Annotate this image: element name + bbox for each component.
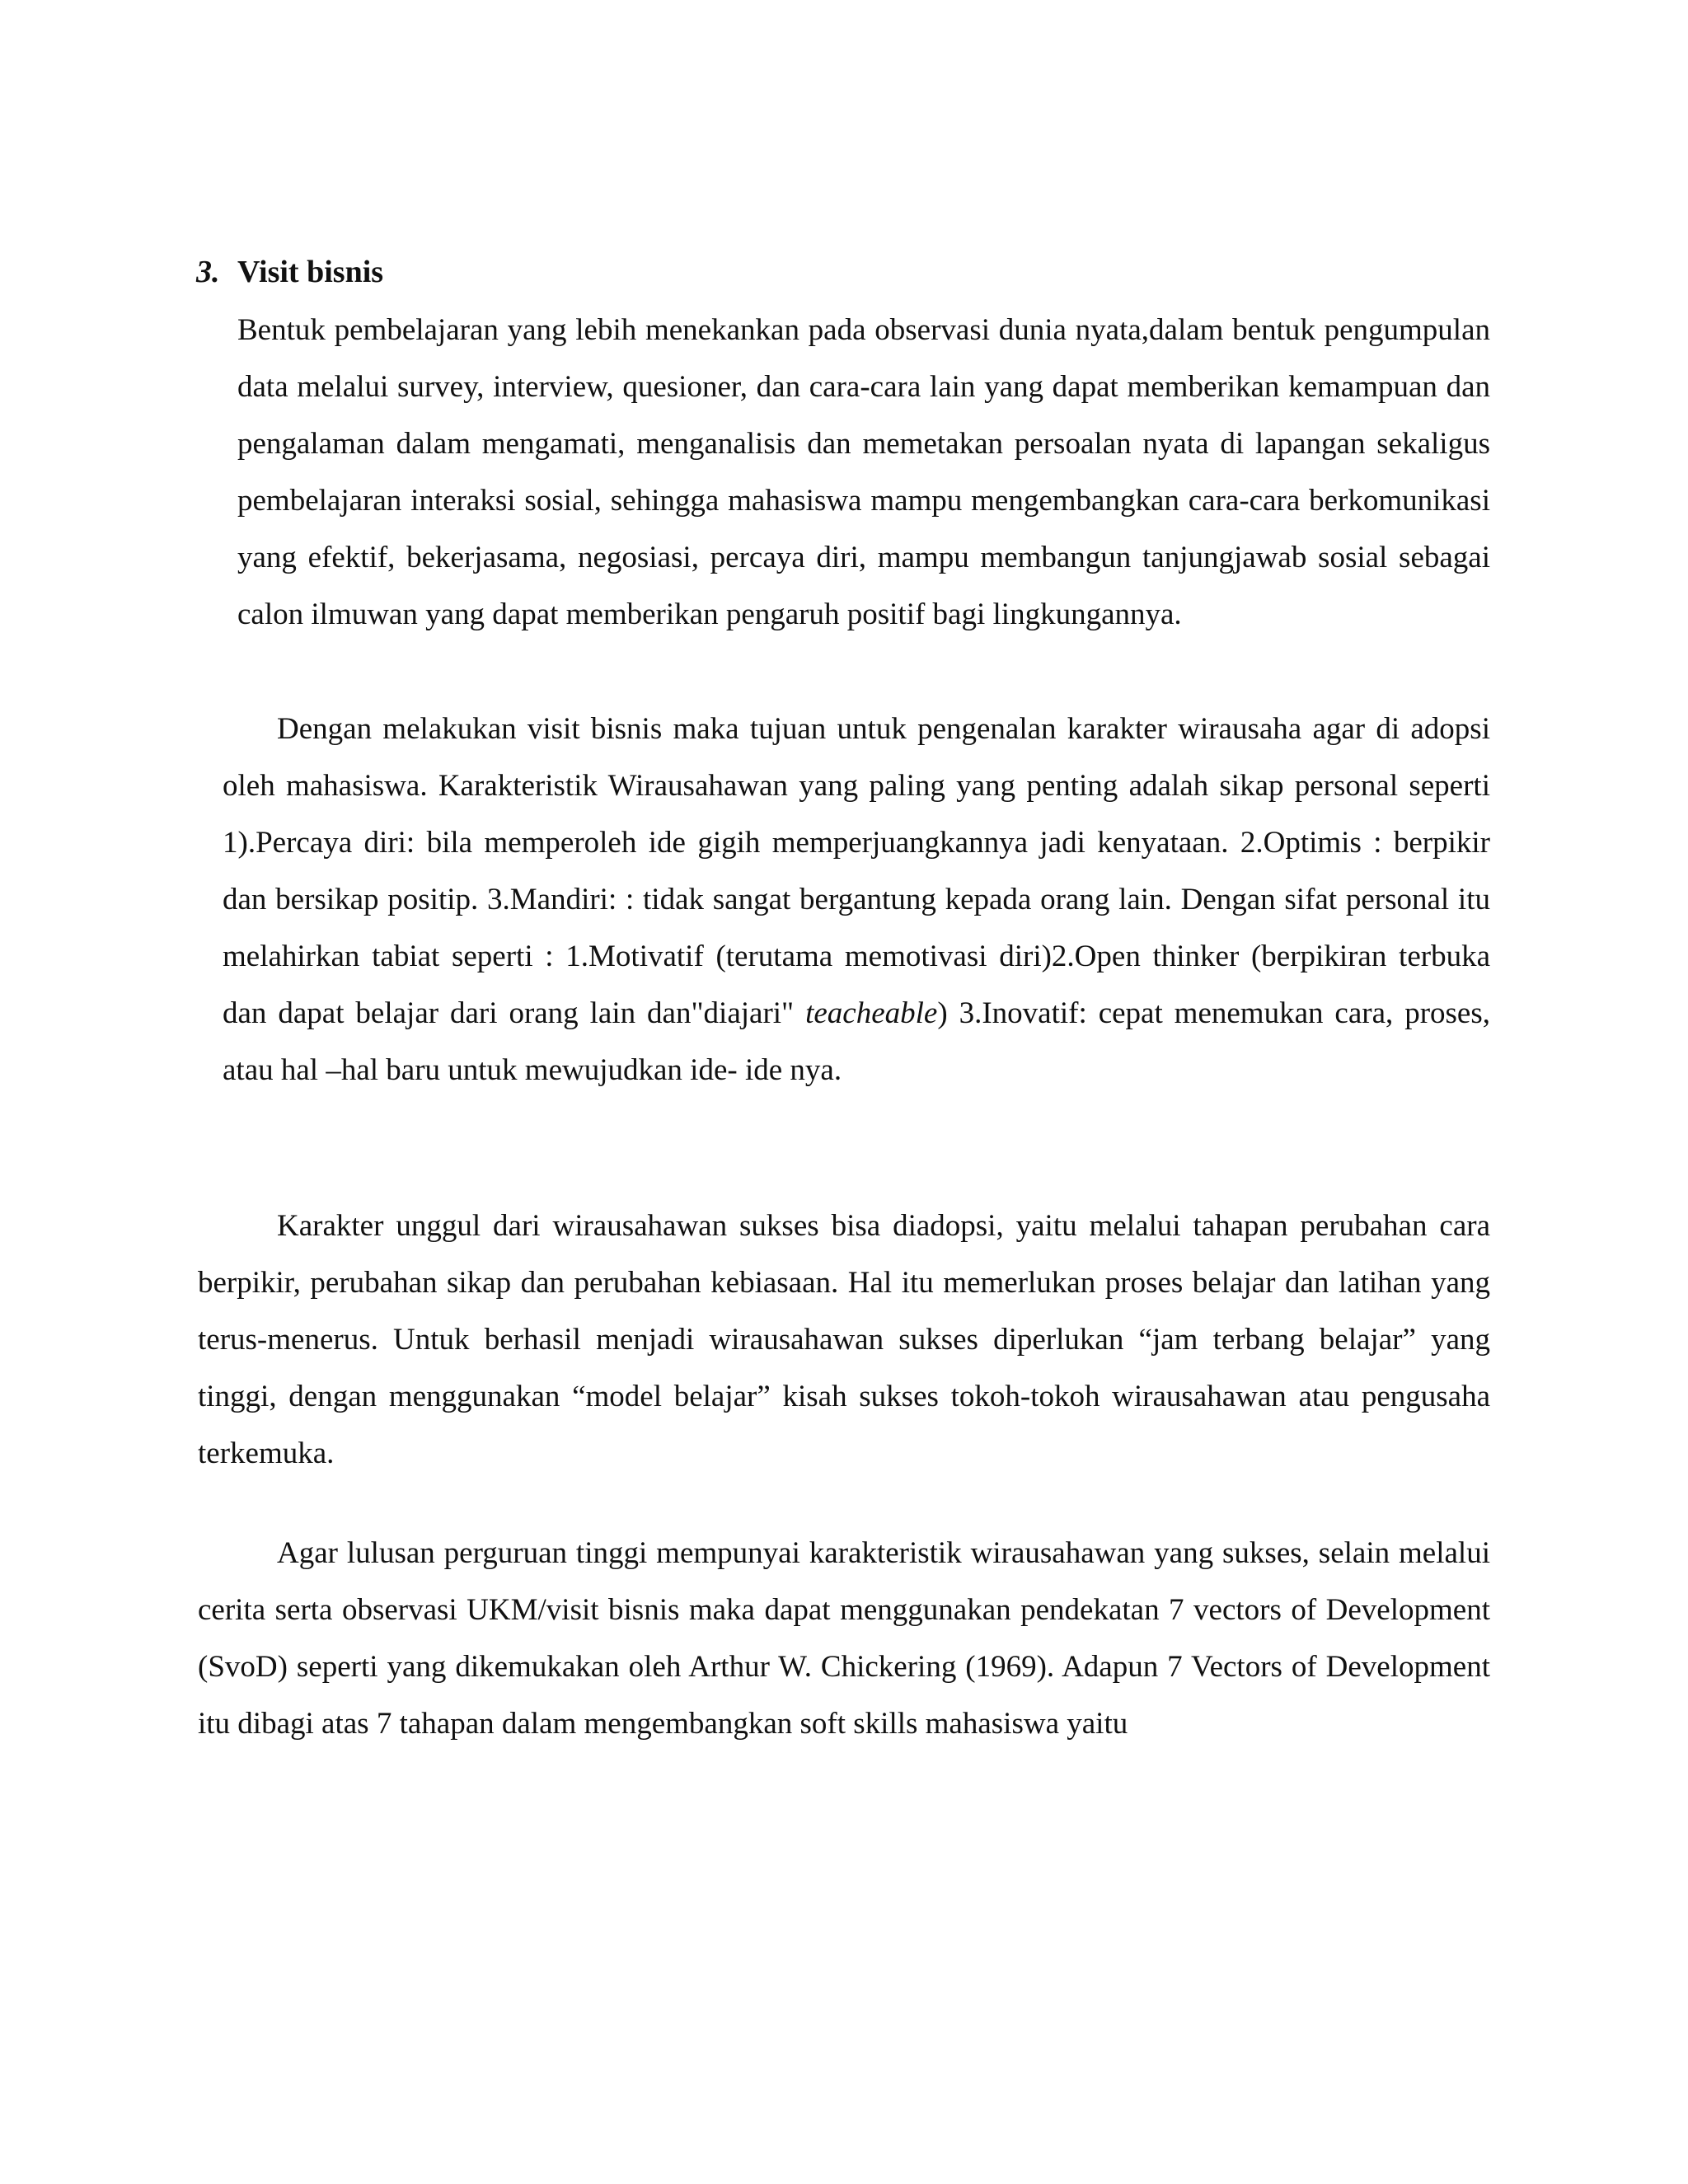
paragraph-seven-vectors: Agar lulusan perguruan tinggi mempunyai karakteristik wirausahawan yang sukses, selain melalui cerita serta observasi UKM/visit bisnis maka dapat menggunakan pendekatan 7 vectors of Development (SvoD) seperti yang dikemukakan oleh Arthur W. Chickering (1969). Adapun 7 Vectors of Development itu dibagi atas 7 tahapan dalam mengembangkan soft skills mahasiswa yaitu: [198, 1536, 1490, 1741]
section-heading: [196, 249, 383, 295]
section-title: Visit bisnis: [237, 255, 384, 289]
section-number: 3.: [196, 255, 220, 289]
paragraph-text: Dengan melakukan visit bisnis maka tujuan untuk pengenalan karakter wirausaha agar di adopsi oleh mahasiswa. Karakteristik Wirausahawan yang paling yang penting adalah sikap personal seperti 1).Percaya diri: bila memperoleh ide gigih memperjuangkannya jadi kenyataan. 2.Optimis : berpikir dan bersikap positip. 3.Mandiri: : tidak sangat bergantung kepada orang lain. Dengan sifat personal itu melahirkan tabiat seperti : 1.Motivatif (terutama memotivasi diri)2.Open thinker (berpikiran terbuka dan dapat belajar dari orang lain dan"diajari": [223, 712, 1490, 1030]
paragraph-karakter-wirausaha: [223, 701, 1490, 1099]
paragraph-visit-bisnis-definition: Bentuk pembelajaran yang lebih menekankan pada observasi dunia nyata,dalam bentuk pengumpulan data melalui survey, interview, quesioner, dan cara-cara lain yang dapat memberikan kemampuan dan pengalaman dalam mengamati, menganalisis dan memetakan persoalan nyata di lapangan sekaligus pembelajaran interaksi sosial, sehingga mahasiswa mampu mengembangkan cara-cara berkomunikasi yang efektif, bekerjasama, negosiasi, percaya diri, mampu membangun tanjungjawab sosial sebagai calon ilmuwan yang dapat memberikan pengaruh positif bagi lingkungannya.: [237, 313, 1490, 631]
italic-term: teacheable: [805, 996, 938, 1030]
paragraph-text: ) 3.Inovatif: cepat menemukan cara, proses, atau hal –hal baru untuk mewujudkan ide- ide nya.: [223, 996, 1490, 1087]
paragraph-karakter-unggul: Karakter unggul dari wirausahawan sukses bisa diadopsi, yaitu melalui tahapan perubahan cara berpikir, perubahan sikap dan perubahan kebiasaan. Hal itu memerlukan proses belajar dan latihan yang terus-menerus. Untuk berhasil menjadi wirausahawan sukses diperlukan “jam terbang belajar” yang tinggi, dengan menggunakan “model belajar” kisah sukses tokoh-tokoh wirausahawan atau pengusaha terkemuka.: [198, 1209, 1490, 1470]
